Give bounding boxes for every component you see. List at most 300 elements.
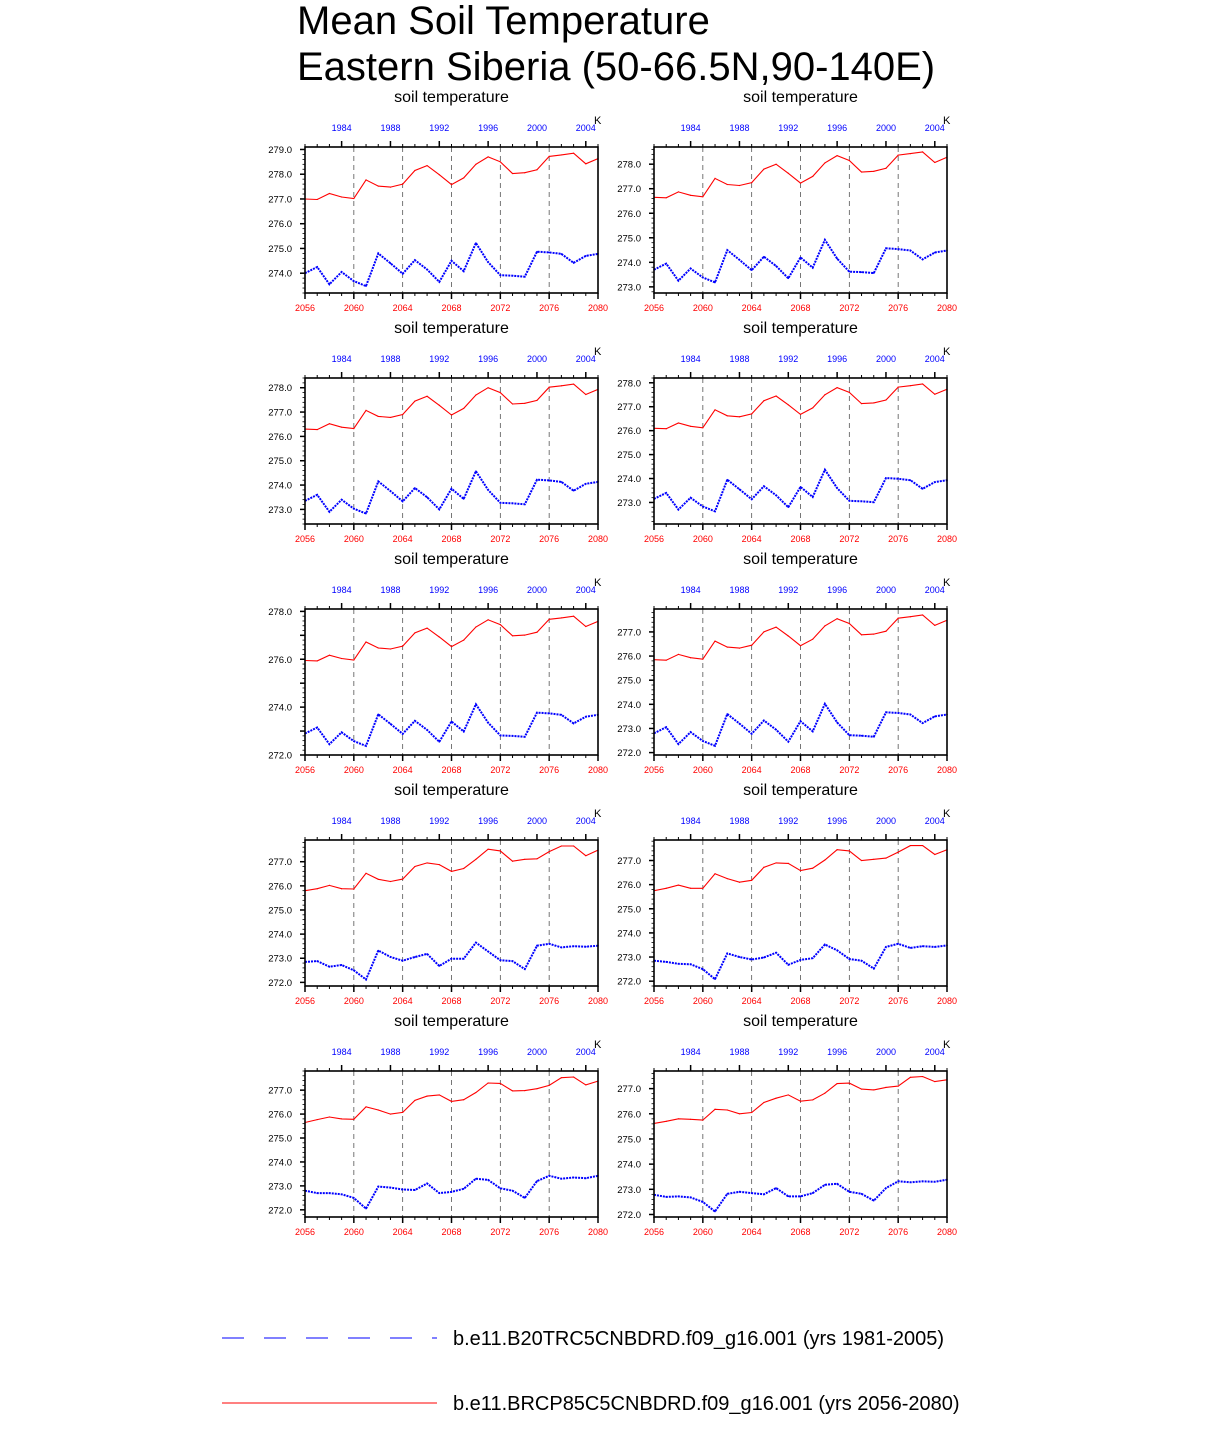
- historical-point: [500, 735, 502, 737]
- historical-point: [836, 487, 838, 489]
- x-tick-label: 2068: [790, 1227, 811, 1237]
- x-tick-label: 2064: [741, 765, 762, 775]
- rcp85-point: [500, 392, 501, 393]
- rcp85-point: [536, 400, 537, 401]
- rcp85-point: [475, 626, 476, 627]
- rcp85-point: [873, 171, 874, 172]
- historical-point: [702, 968, 704, 970]
- historical-point: [390, 263, 392, 265]
- historical-point: [341, 1193, 343, 1195]
- rcp85-point: [714, 1109, 715, 1110]
- historical-point: [365, 745, 367, 747]
- historical-point: [475, 242, 477, 244]
- rcp85-point: [727, 184, 728, 185]
- historical-point: [787, 277, 789, 279]
- historical-point: [800, 257, 802, 259]
- y-tick-label: 272.0: [268, 750, 292, 762]
- y-tick-label: 276.0: [268, 654, 292, 666]
- rcp85-point: [475, 394, 476, 395]
- y-tick-label: 273.0: [268, 953, 292, 965]
- historical-point: [897, 943, 899, 945]
- historical-point: [910, 714, 912, 716]
- historical-point: [487, 489, 489, 491]
- y-tick-label: 273.0: [268, 1181, 292, 1193]
- historical-point: [585, 946, 587, 948]
- rcp85-point: [561, 154, 562, 155]
- historical-point: [487, 261, 489, 263]
- rcp85-point: [861, 171, 862, 172]
- historical-point: [849, 958, 851, 960]
- historical-point: [377, 253, 379, 255]
- x-tick-label: 2068: [441, 303, 462, 313]
- x-tick-label: 2072: [839, 765, 860, 775]
- rcp85-point: [751, 413, 752, 414]
- panel-1: [268, 89, 608, 313]
- rcp85-point: [317, 660, 318, 661]
- historical-point: [885, 711, 887, 713]
- legend: [222, 1328, 960, 1415]
- rcp85-point: [898, 154, 899, 155]
- historical-point: [849, 500, 851, 502]
- historical-point: [934, 1181, 936, 1183]
- x-top-tick-label: 1984: [331, 1047, 352, 1057]
- rcp85-point: [426, 862, 427, 863]
- units-label: K: [943, 346, 951, 358]
- x-top-tick-label: 1984: [331, 354, 352, 364]
- rcp85-point: [739, 647, 740, 648]
- x-top-tick-label: 1992: [778, 354, 799, 364]
- rcp85-point: [727, 647, 728, 648]
- rcp85-point: [402, 878, 403, 879]
- x-tick-label: 2068: [790, 765, 811, 775]
- historical-point: [500, 274, 502, 276]
- rcp85-point: [317, 1119, 318, 1120]
- historical-point: [824, 703, 826, 705]
- historical-point: [726, 1193, 728, 1195]
- x-tick-label: 2068: [790, 534, 811, 544]
- rcp85-point: [365, 1106, 366, 1107]
- panel-title: soil temperature: [394, 782, 509, 799]
- rcp85-point: [666, 1121, 667, 1122]
- historical-point: [390, 956, 392, 958]
- x-top-tick-label: 1996: [478, 585, 499, 595]
- historical-point: [585, 483, 587, 485]
- x-tick-label: 2064: [741, 1227, 762, 1237]
- rcp85-point: [873, 1089, 874, 1090]
- rcp85-point: [775, 862, 776, 863]
- rcp85-point: [788, 863, 789, 864]
- panel-title: soil temperature: [394, 551, 509, 568]
- historical-point: [512, 503, 514, 505]
- rcp85-point: [585, 163, 586, 164]
- historical-point: [751, 733, 753, 735]
- historical-point: [365, 285, 367, 287]
- historical-point: [690, 268, 692, 270]
- rcp85-point: [402, 1112, 403, 1113]
- x-tick-label: 2056: [643, 1227, 665, 1237]
- rcp85-point: [390, 186, 391, 187]
- rcp85-point: [402, 184, 403, 185]
- x-top-tick-label: 2000: [875, 123, 896, 133]
- y-tick-label: 274.0: [268, 702, 292, 714]
- historical-point: [573, 490, 575, 492]
- historical-point: [316, 727, 318, 729]
- rcp85-point: [800, 182, 801, 183]
- rcp85-point: [500, 1083, 501, 1084]
- rcp85-point: [812, 1099, 813, 1100]
- x-top-tick-label: 1992: [429, 585, 450, 595]
- units-label: K: [594, 346, 602, 358]
- historical-point: [775, 1187, 777, 1189]
- historical-point: [438, 509, 440, 511]
- y-tick-label: 274.0: [617, 699, 641, 711]
- x-tick-label: 2064: [392, 765, 413, 775]
- y-tick-label: 277.0: [268, 194, 292, 206]
- rcp85-point: [910, 616, 911, 617]
- historical-point: [316, 960, 318, 962]
- rcp85-point: [475, 1092, 476, 1093]
- x-top-tick-label: 1984: [680, 354, 701, 364]
- historical-point: [763, 1194, 765, 1196]
- rcp85-point: [390, 648, 391, 649]
- historical-point: [690, 963, 692, 965]
- x-tick-label: 2076: [888, 1227, 909, 1237]
- rcp85-point: [341, 888, 342, 889]
- panel-3: [268, 320, 608, 544]
- y-tick-label: 275.0: [617, 675, 641, 687]
- rcp85-point: [837, 849, 838, 850]
- historical-point: [512, 1190, 514, 1192]
- y-tick-label: 276.0: [617, 208, 641, 220]
- x-tick-label: 2072: [490, 1227, 511, 1237]
- y-tick-label: 274.0: [268, 268, 292, 280]
- rcp85-point: [451, 1101, 452, 1102]
- historical-point: [812, 957, 814, 959]
- historical-point: [665, 1196, 667, 1198]
- x-tick-label: 2056: [643, 765, 665, 775]
- y-tick-label: 277.0: [617, 856, 641, 868]
- y-tick-label: 274.0: [617, 257, 641, 269]
- historical-point: [426, 953, 428, 955]
- rcp85-point: [922, 151, 923, 152]
- rcp85-point: [824, 162, 825, 163]
- rcp85-point: [837, 1083, 838, 1084]
- rcp85-point: [800, 645, 801, 646]
- y-tick-label: 273.0: [268, 504, 292, 516]
- rcp85-point: [439, 405, 440, 406]
- x-tick-label: 2060: [692, 1227, 713, 1237]
- historical-point: [739, 259, 741, 261]
- rcp85-point: [934, 854, 935, 855]
- rcp85-point: [690, 195, 691, 196]
- panel-9: [268, 1013, 608, 1237]
- rcp85-point: [439, 636, 440, 637]
- rcp85-point: [885, 631, 886, 632]
- rcp85-point: [751, 1112, 752, 1113]
- historical-point: [353, 970, 355, 972]
- y-tick-label: 275.0: [268, 243, 292, 255]
- x-top-tick-label: 1996: [827, 354, 848, 364]
- historical-point: [861, 271, 863, 273]
- x-tick-label: 2064: [392, 534, 413, 544]
- x-top-tick-label: 1992: [778, 585, 799, 595]
- historical-point: [873, 968, 875, 970]
- rcp85-point: [378, 416, 379, 417]
- x-tick-label: 2076: [539, 303, 560, 313]
- historical-point: [751, 269, 753, 271]
- historical-point: [536, 479, 538, 481]
- historical-point: [714, 282, 716, 284]
- rcp85-point: [488, 849, 489, 850]
- historical-point: [787, 964, 789, 966]
- historical-point: [414, 720, 416, 722]
- historical-point: [897, 712, 899, 714]
- panel-title: soil temperature: [743, 89, 858, 106]
- rcp85-point: [341, 427, 342, 428]
- historical-point: [451, 958, 453, 960]
- x-tick-label: 2060: [692, 765, 713, 775]
- historical-point: [573, 723, 575, 725]
- rcp85-point: [500, 850, 501, 851]
- historical-point: [353, 508, 355, 510]
- x-top-tick-label: 1996: [478, 1047, 499, 1057]
- historical-point: [800, 486, 802, 488]
- rcp85-point: [910, 385, 911, 386]
- x-top-tick-label: 1996: [478, 816, 499, 826]
- units-label: K: [943, 577, 951, 589]
- units-label: K: [943, 115, 951, 127]
- rcp85-point: [426, 396, 427, 397]
- y-tick-label: 274.0: [617, 474, 641, 486]
- y-tick-label: 273.0: [617, 497, 641, 509]
- historical-point: [475, 942, 477, 944]
- historical-point: [426, 496, 428, 498]
- x-top-tick-label: 1988: [380, 816, 401, 826]
- rcp85-point: [549, 1085, 550, 1086]
- y-tick-label: 279.0: [268, 144, 292, 156]
- y-tick-label: 277.0: [617, 627, 641, 639]
- x-top-tick-label: 1992: [429, 354, 450, 364]
- panel-title: soil temperature: [743, 320, 858, 337]
- panel-title: soil temperature: [743, 1013, 858, 1030]
- rcp85-point: [524, 1090, 525, 1091]
- rcp85-point: [934, 625, 935, 626]
- rcp85-point: [549, 851, 550, 852]
- x-top-tick-label: 2004: [924, 123, 945, 133]
- x-tick-label: 2060: [692, 534, 713, 544]
- x-top-tick-label: 1992: [429, 1047, 450, 1057]
- historical-point: [775, 494, 777, 496]
- rcp85-point: [714, 640, 715, 641]
- y-tick-label: 276.0: [268, 431, 292, 443]
- rcp85-point: [317, 199, 318, 200]
- rcp85-point: [561, 1077, 562, 1078]
- x-top-tick-label: 1996: [827, 816, 848, 826]
- historical-point: [739, 1191, 741, 1193]
- x-top-tick-label: 2004: [924, 585, 945, 595]
- rcp85-point: [714, 873, 715, 874]
- historical-point: [548, 480, 550, 482]
- historical-point: [800, 720, 802, 722]
- units-label: K: [594, 115, 602, 127]
- x-top-tick-label: 2004: [575, 816, 596, 826]
- x-top-tick-label: 2004: [924, 1047, 945, 1057]
- rcp85-point: [512, 861, 513, 862]
- x-tick-label: 2072: [490, 996, 511, 1006]
- rcp85-point: [690, 888, 691, 889]
- historical-point: [678, 743, 680, 745]
- x-tick-label: 2080: [936, 534, 958, 544]
- rcp85-point: [690, 657, 691, 658]
- rcp85-point: [512, 173, 513, 174]
- x-top-tick-label: 2000: [875, 354, 896, 364]
- rcp85-point: [414, 170, 415, 171]
- historical-point: [885, 946, 887, 948]
- rcp85-point: [775, 164, 776, 165]
- y-tick-label: 277.0: [268, 1085, 292, 1097]
- y-tick-label: 278.0: [617, 159, 641, 171]
- historical-point: [573, 945, 575, 947]
- historical-point: [561, 481, 563, 483]
- x-tick-label: 2076: [888, 765, 909, 775]
- rcp85-point: [934, 394, 935, 395]
- historical-point: [714, 511, 716, 513]
- rcp85-point: [775, 626, 776, 627]
- x-tick-label: 2076: [539, 765, 560, 775]
- rcp85-point: [451, 414, 452, 415]
- rcp85-point: [536, 632, 537, 633]
- historical-point: [585, 716, 587, 718]
- historical-point: [426, 269, 428, 271]
- historical-point: [800, 959, 802, 961]
- x-top-tick-label: 2000: [875, 1047, 896, 1057]
- y-tick-label: 274.0: [268, 480, 292, 492]
- x-top-tick-label: 1984: [331, 585, 352, 595]
- historical-point: [316, 266, 318, 268]
- historical-point: [585, 255, 587, 257]
- historical-point: [934, 252, 936, 254]
- historical-point: [536, 251, 538, 253]
- rcp85-point: [585, 855, 586, 856]
- historical-point: [861, 500, 863, 502]
- y-tick-label: 278.0: [268, 383, 292, 395]
- historical-point: [390, 490, 392, 492]
- rcp85-point: [678, 654, 679, 655]
- historical-point: [365, 979, 367, 981]
- x-tick-label: 2076: [539, 534, 560, 544]
- x-tick-label: 2068: [441, 765, 462, 775]
- historical-point: [402, 273, 404, 275]
- y-tick-label: 278.0: [617, 378, 641, 390]
- historical-point: [861, 1193, 863, 1195]
- historical-point: [451, 1191, 453, 1193]
- rcp85-point: [426, 165, 427, 166]
- x-tick-label: 2076: [539, 1227, 560, 1237]
- x-tick-label: 2056: [294, 1227, 316, 1237]
- rcp85-point: [824, 625, 825, 626]
- historical-point: [897, 248, 899, 250]
- panel-7: [268, 782, 608, 1006]
- rcp85-point: [751, 880, 752, 881]
- historical-point: [512, 960, 514, 962]
- rcp85-point: [678, 191, 679, 192]
- x-top-tick-label: 1992: [429, 123, 450, 133]
- legend-label-historical: b.e11.B20TRC5CNBDRD.f09_g16.001 (yrs 1981-2005): [453, 1328, 945, 1350]
- panel-4: [617, 320, 957, 544]
- rcp85-point: [512, 1090, 513, 1091]
- x-tick-label: 2068: [441, 534, 462, 544]
- historical-point: [922, 945, 924, 947]
- panels: [268, 89, 957, 1237]
- rcp85-point: [873, 859, 874, 860]
- historical-point: [463, 270, 465, 272]
- historical-point: [751, 959, 753, 961]
- rcp85-point: [898, 851, 899, 852]
- historical-point: [775, 952, 777, 954]
- x-tick-label: 2076: [888, 996, 909, 1006]
- rcp85-point: [702, 427, 703, 428]
- rcp85-point: [714, 178, 715, 179]
- historical-point: [885, 248, 887, 250]
- historical-point: [873, 272, 875, 274]
- rcp85-point: [463, 408, 464, 409]
- rcp85-point: [873, 402, 874, 403]
- rcp85-point: [824, 859, 825, 860]
- rcp85-point: [341, 1118, 342, 1119]
- rcp85-point: [898, 618, 899, 619]
- historical-point: [763, 720, 765, 722]
- historical-point: [377, 481, 379, 483]
- rcp85-point: [573, 153, 574, 154]
- x-top-tick-label: 2000: [526, 816, 547, 826]
- historical-point: [548, 713, 550, 715]
- x-top-tick-label: 2004: [924, 354, 945, 364]
- historical-point: [824, 944, 826, 946]
- historical-point: [836, 722, 838, 724]
- x-top-tick-label: 1984: [680, 123, 701, 133]
- historical-point: [787, 741, 789, 743]
- rcp85-point: [463, 868, 464, 869]
- historical-point: [824, 469, 826, 471]
- historical-point: [922, 722, 924, 724]
- rcp85-point: [910, 845, 911, 846]
- historical-point: [714, 745, 716, 747]
- y-tick-label: 272.0: [268, 977, 292, 989]
- x-tick-label: 2072: [490, 765, 511, 775]
- panel-2: [617, 89, 957, 313]
- x-tick-label: 2060: [692, 303, 713, 313]
- historical-point: [897, 478, 899, 480]
- historical-point: [402, 1189, 404, 1191]
- historical-point: [836, 258, 838, 260]
- rcp85-point: [934, 162, 935, 163]
- historical-point: [861, 960, 863, 962]
- rcp85-point: [849, 160, 850, 161]
- x-top-tick-label: 1996: [478, 123, 499, 133]
- x-tick-label: 2064: [741, 534, 762, 544]
- historical-point: [849, 271, 851, 273]
- historical-point: [726, 249, 728, 251]
- rcp85-point: [861, 403, 862, 404]
- rcp85-point: [378, 647, 379, 648]
- historical-point: [487, 951, 489, 953]
- historical-point: [316, 1192, 318, 1194]
- historical-point: [487, 1179, 489, 1181]
- rcp85-point: [365, 873, 366, 874]
- rcp85-point: [365, 179, 366, 180]
- rcp85-point: [439, 864, 440, 865]
- x-top-tick-label: 1996: [827, 123, 848, 133]
